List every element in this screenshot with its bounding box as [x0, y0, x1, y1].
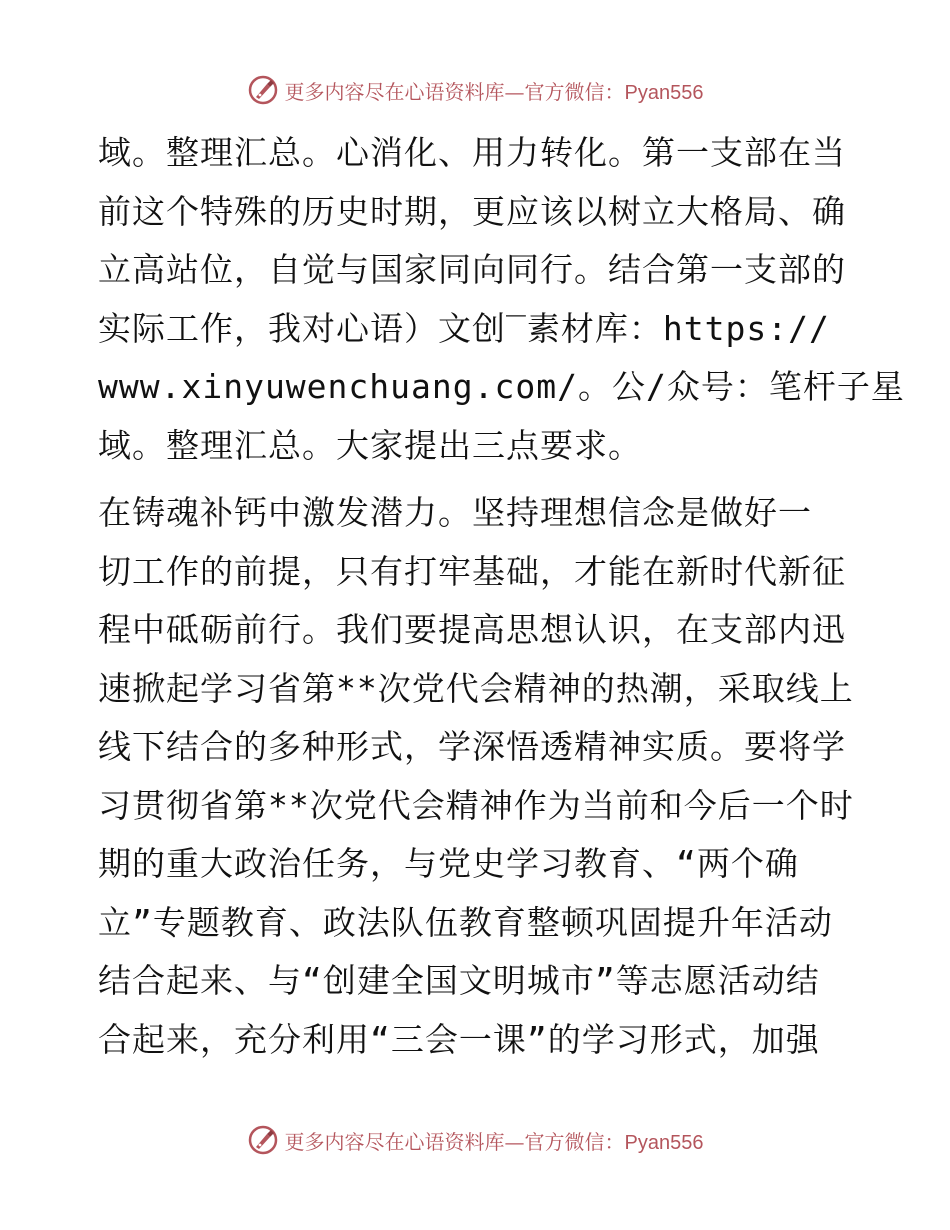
paragraph-line: 立高站位，自觉与国家同向同行。结合第一支部的 — [98, 250, 846, 289]
footer-banner-cn: 更多内容尽在心语资料库—官方微信： — [284, 1129, 625, 1154]
header-banner — [0, 68, 950, 112]
paragraph-line: 合起来，充分利用“三会一课”的学习形式，加强 — [98, 1019, 820, 1059]
paragraph-2 — [98, 484, 858, 1069]
footer-banner-wechat-id: Pyan556 — [624, 1131, 704, 1154]
paragraph-line: 域。整理汇总。心消化、用力转化。第一支部在当 — [98, 133, 846, 172]
paragraph-line: 线下结合的多种形式，学深悟透精神实质。要将学 — [98, 727, 846, 766]
paragraph-line: 实际工作，我对心语）文创‾素材库：https:// — [98, 308, 830, 348]
header-banner-wechat-id: Pyan556 — [624, 81, 704, 104]
paragraph-spacer — [98, 475, 858, 484]
header-banner-cn: 更多内容尽在心语资料库—官方微信： — [284, 79, 625, 104]
paragraph-1 — [98, 124, 905, 475]
paragraph-line: 立”专题教育、政法队伍教育整顿巩固提升年活动 — [98, 902, 833, 942]
pen-nib-circle-icon — [247, 74, 279, 106]
paragraph-line: 习贯彻省第**次党代会精神作为当前和今后一个时 — [98, 785, 854, 825]
pen-nib-circle-icon — [247, 1124, 279, 1156]
paragraph-line: 域。整理汇总。大家提出三点要求。 — [98, 425, 642, 465]
paragraph-line: 期的重大政治任务，与党史学习教育、“两个确 — [98, 844, 799, 883]
document-body — [98, 124, 905, 1069]
paragraph-line: 前这个特殊的历史时期，更应该以树立大格局、确 — [98, 191, 846, 231]
paragraph-line: 切工作的前提，只有打牢基础，才能在新时代新征 — [98, 551, 846, 591]
paragraph-line: 在铸魂补钙中激发潜力。坚持理想信念是做好一 — [98, 493, 812, 532]
paragraph-line: 速掀起学习省第**次党代会精神的热潮，采取线上 — [98, 668, 854, 708]
header-banner-text — [285, 76, 704, 105]
footer-banner — [0, 1118, 950, 1162]
paragraph-line: www.xinyuwenchuang.com/。公/众号：笔杆子星 — [98, 367, 905, 406]
paragraph-line: 结合起来、与“创建全国文明城市”等志愿活动结 — [98, 961, 820, 1000]
paragraph-line: 程中砥砺前行。我们要提高思想认识，在支部内迅 — [98, 610, 846, 649]
footer-banner-text — [285, 1126, 704, 1155]
